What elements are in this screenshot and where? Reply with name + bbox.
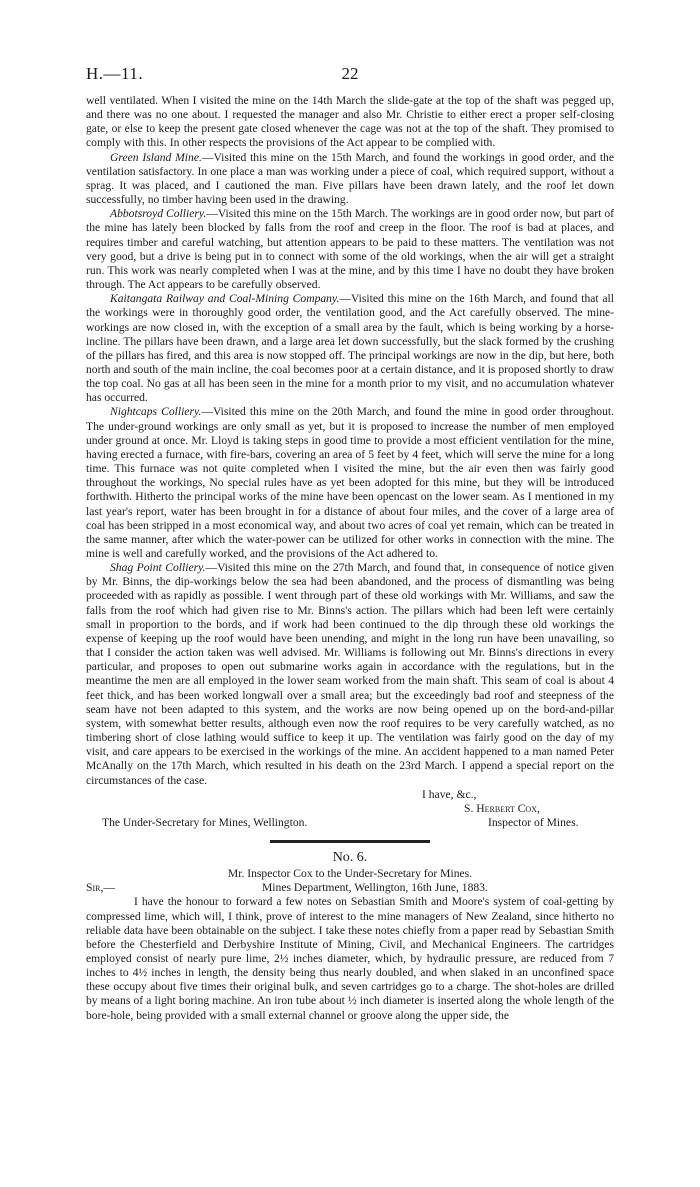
paragraph-nightcaps: Nightcaps Colliery.—Visited this mine on the 20th March, and found the mine in good order throughout. The under-ground workings are only small as yet, but it is proposed to increase the number of men employed under ground at once. Mr. Lloyd is taking steps in good time to provide a most efficient ventilation for the mine, having erected a furnace, with fire-bars, covering an area of 5 feet by 4 feet, which will serve the mine for a long time. This furnace was not quite completed when I visited the mine, but the air even then was fairly good throughout the workings, No special rules have as yet been adopted for this mine, but they will be introduced forthwith. Hitherto the principal works of the mine have been opencast on the lower seam. As I mentioned in my last year's report, water has been brought in for a distance of about four miles, and the cover of a large area of coal has been stripped in a most economical way, and about two acres of coal yet remain, which can be treated in the same manner, after which the water-power can be utilized for other works in connection with the mine. The mine is well and carefully worked, and the provisions of the Act adhered to. bbox=[86, 405, 614, 560]
paragraph-lead: Nightcaps Colliery. bbox=[110, 405, 202, 419]
salutation: Sir,— bbox=[86, 881, 115, 895]
paragraph-continuation: well ventilated. When I visited the mine on the 14th March the slide-gate at the top of the shaft was pegged up, and there was no one about. I requested the manager and also Mr. Christie to either erect a proper self-closing gate, or else to keep the present gate closed whenever the cage was not at the top of the shaft. They promised to comply with this. In other respects the provisions of the Act appear to be complied with. bbox=[86, 94, 614, 150]
paragraph-lead: Shag Point Colliery. bbox=[110, 561, 206, 575]
paragraph-lead: Green Island Mine. bbox=[110, 150, 202, 164]
section-divider bbox=[270, 840, 430, 843]
signatory-role: Inspector of Mines. bbox=[488, 815, 579, 829]
signatory-name: S. Herbert Cox, bbox=[464, 801, 540, 815]
series-number: H.—11. bbox=[86, 64, 144, 83]
letter-number: No. 6. bbox=[332, 850, 368, 866]
paragraph-abbotsroyd: Abbotsroyd Colliery.—Visited this mine on the 15th March. The workings are in good order now, but part of the mine has lately been blocked by falls from the roof and creep in the floor. The roof is bad at places, and requires timber and careful watching, but attention appears to be paid to these matters. The ventilation was not very good, but a drive is being put in to connect with some of the old workings, when the air will get a straight run. This work was nearly completed when I was at the mine, and by this time I have no doubt they have broken through. The Act appears to be carefully observed. bbox=[86, 207, 614, 292]
paragraph-lead: Kaitangata Railway and Coal-Mining Company. bbox=[110, 292, 340, 306]
paragraph-shag-point: Shag Point Colliery.—Visited this mine on the 27th March, and found that, in consequence of notice given by Mr. Binns, the dip-workings below the sea had been abandoned, and the process of dismantling was being proceeded with as rapidly as possible. I went through part of these old workings with Mr. Williams, and saw the falls from the roof which had given rise to Mr. Binns's action. The pillars which had been left were certainly small in proportion to the bords, and if work had been continued to the dip through these old workings the expense of keeping up the roof would have been unending, and might in the long run have been unavailing, so that I consider the action taken was well advised. Mr. Williams is following out Mr. Binns's directions in every particular, and proposes to open out submarine works again in accordance with the regulations, but in the meantime the men are all employed in the lower seam worked from the main shaft. This seam of coal is about 4 feet thick, and has been worked longwall over a small area; but the exceedingly bad roof and steepness of the seam have not been adapted to this system, and the works are now being opened up on the bord-and-pillar system, with somewhat better results, although even now the roof requires to be very carefully watched, as no timbering short of close lathing would suffice to keep it up. The ventilation was fairly good on the day of my visit, and care appears to be exercised in the workings of the mine. An accident happened to a man named Peter McAnally on the 17th March, which resulted in his death on the 23rd March. I append a special report on the circumstances of the case. bbox=[86, 561, 615, 787]
addressee: The Under-Secretary for Mines, Wellington. bbox=[102, 815, 308, 829]
signoff-line-3 bbox=[86, 816, 614, 830]
page-body bbox=[86, 94, 614, 1023]
dateline: Mines Department, Wellington, 16th June, 1883. bbox=[262, 881, 488, 895]
closing: I have, &c., bbox=[422, 787, 477, 801]
paragraph-green-island: Green Island Mine.—Visited this mine on the 15th March, and found the workings in good order, and the ventilation satisfactory. In one place a man was working under a piece of coal, which required support, without a sprag. It was placed, and I cautioned the man. Five pillars have been drawn lately, and the roof let down successfully, no timber having been used in the drawing. bbox=[86, 150, 614, 207]
page-header bbox=[86, 64, 614, 86]
letter-body: I have the honour to forward a few notes on Sebastian Smith and Moore's system of coal-getting by compressed lime, which will, I think, prove of interest to the mine managers of New Zealand, since hitherto no reliable data have been obtainable on the subject. I take these notes chiefly from a paper read by Sebastian Smith before the Chesterfield and Derbyshire Institute of Mining, Civil, and Mechanical Engineers. The cartridges employed consist of nearly pure lime, 2½ inches diameter, which, by hydraulic pressure, are reduced from 7 inches to 4½ inches in length, the density being thus nearly doubled, and when slaked in an unconfined space these occupy about five times their original bulk, and seven cartridges go to a charge. The shot-holes are drilled by means of a light boring machine. An iron tube about ½ inch diameter is inserted along the whole length of the bore-hole, being provided with a small external channel or groove along the upper side, the bbox=[86, 895, 614, 1022]
signoff-line-1 bbox=[86, 788, 614, 802]
letter-title: Mr. Inspector Cox to the Under-Secretary for Mines. bbox=[227, 867, 473, 881]
signoff-line-2 bbox=[86, 802, 614, 816]
paragraph-kaitangata: Kaitangata Railway and Coal-Mining Company.—Visited this mine on the 16th March, and found that all the workings were in thoroughly good order, the ventilation good, and the Act carefully observed. The mine-workings are now closed in, with the exception of a small area by the fault, which is being working by a horse-incline. The pillars have been drawn, and a large area let down successfully, but the slack formed by the crushing of the pillars has fired, and this area is now stopped off. The principal workings are now in the dip, but here, both north and south of the main incline, the coal becomes poor at a certain distance, and it is proposed shortly to draw the top coal. No gas at all has been seen in the mine for a month prior to my visit, and no accumulation whatever has occurred. bbox=[86, 292, 614, 405]
page-number: 22 bbox=[341, 64, 359, 83]
paragraph-lead: Abbotsroyd Colliery. bbox=[110, 207, 207, 221]
letter-dateline bbox=[86, 881, 614, 895]
